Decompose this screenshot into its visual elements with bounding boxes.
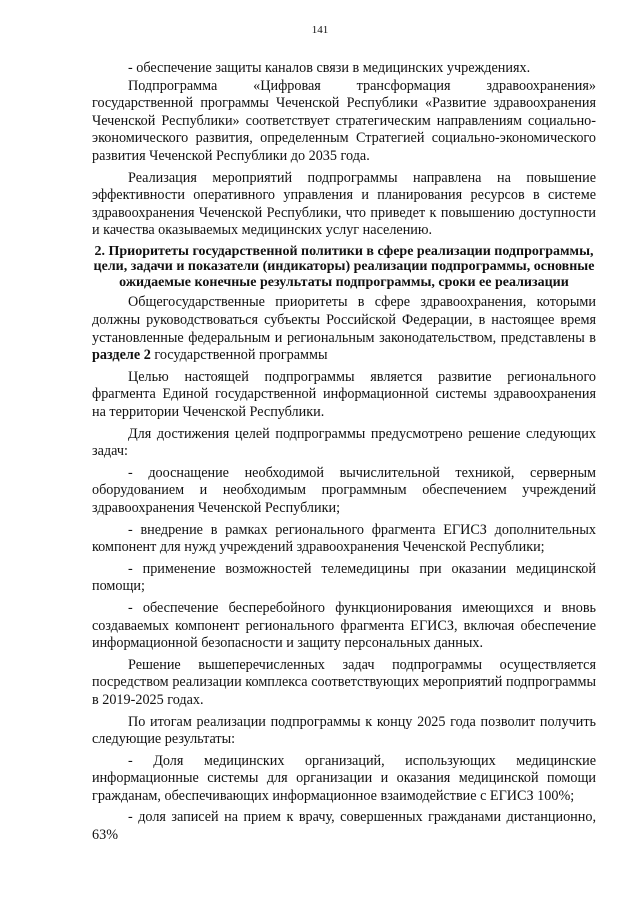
priorities-section-ref: разделе 2 (92, 347, 151, 364)
list-item-components: - внедрение в рамках регионального фрагмента ЕГИСЗ дополнительных компонент для нужд учреждений здравоохранения Чеченской Республики; (92, 521, 596, 556)
paragraph-implementation-goal: Реализация мероприятий подпрограммы направлена на повышение эффективности оперативного управления и планирования ресурсов в системе здравоохранения Чеченской Республики, что приведет к повышению доступности и качества оказываемых медицинских услуг населению. (92, 169, 596, 239)
list-item-result-mis-share: - Доля медицинских организаций, использующих медицинские информационные системы для организации и оказания медицинской помощи гражданам, обеспечивающих информационное взаимодействие с ЕГИСЗ 100%; (92, 752, 596, 804)
paragraph-tasks-solution: Решение вышеперечисленных задач подпрограммы осуществляется посредством реализации комплекса соответствующих мероприятий подпрограммы в 2019-2025 годах. (92, 656, 596, 708)
paragraph-subprogram-aim: Целью настоящей подпрограммы является развитие регионального фрагмента Единой государственной информационной системы здравоохранения на территории Чеченской Республики. (92, 368, 596, 420)
section-heading: 2. Приоритеты государственной политики в сфере реализации подпрограммы, цели, задачи и показатели (индикаторы) реализации подпрограммы, основные ожидаемые конечные результаты подпрограммы, сроки ее реализации (93, 243, 595, 290)
document-body (92, 60, 596, 845)
page-number: 141 (311, 24, 329, 36)
paragraph-channel-protection: - обеспечение защиты каналов связи в медицинских учреждениях. (128, 60, 531, 76)
paragraph-subprogram-intro: Подпрограмма «Цифровая трансформация здравоохранения» государственной программы Чеченской Республики «Развитие здравоохранения Чеченской Республики» соответствует стратегическим направлениям социально-экономического развития, определенным Стратегией социально-экономического развития Чеченской Республики до 2035 года. (92, 77, 596, 164)
priorities-text-end: государственной программы (150, 347, 328, 364)
paragraph-tasks-intro: Для достижения целей подпрограммы предусмотрено решение следующих задач: (92, 425, 596, 460)
list-item-equipment: - дооснащение необходимой вычислительной техникой, серверным оборудованием и необходимым программным обеспечением учреждений здравоохранения Чеченской Республики; (92, 464, 596, 516)
paragraph-priorities (92, 294, 596, 364)
list-item-result-remote-appointments: - доля записей на прием к врачу, совершенных гражданами дистанционно, 63% (92, 809, 596, 844)
list-item-operation: - обеспечение бесперебойного функционирования имеющихся и вновь создаваемых компонент регионального фрагмента ЕГИСЗ, включая обеспечение информационной безопасности и защиту персональных данных. (92, 599, 596, 652)
list-item-telemedicine: - применение возможностей телемедицины при оказании медицинской помощи; (92, 560, 596, 595)
paragraph-results-intro: По итогам реализации подпрограммы к концу 2025 года позволит получить следующие результаты: (92, 713, 596, 748)
priorities-text-start: Общегосударственные приоритеты в сфере здравоохранения, которыми должны руководствоваться субъекты Российской Федерации, в настоящее время установленные федеральным и региональным законодательством, представлены в (92, 294, 596, 346)
